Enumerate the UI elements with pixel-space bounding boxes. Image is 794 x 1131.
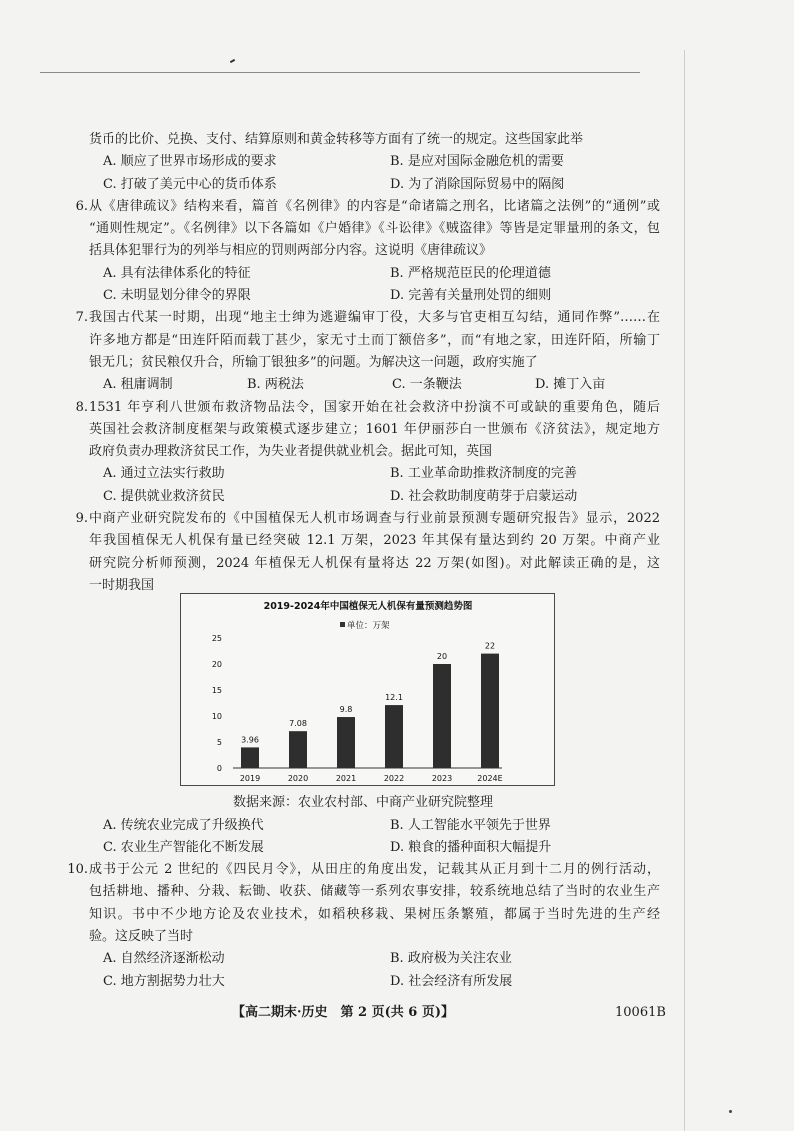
stem-text: 成书于公元 2 世纪的《四民月令》，从田庄的角度出发，记载其从正月到十二月的例行活动， — [89, 862, 660, 878]
q9-stem-line — [0, 508, 794, 530]
stem-text: “通则性规定”。《名例律》以下各篇如《户婚律》《斗讼律》《贼盗律》等皆是定罪量刑的条文，包 — [89, 221, 660, 237]
drone-chart — [180, 593, 555, 786]
q10-stem-line — [0, 859, 794, 881]
q9-stem-line — [0, 553, 794, 575]
y-tick-label: 5 — [216, 738, 222, 748]
q5-options-row-2 — [0, 174, 794, 196]
q6-option-a: A. 具有法律体系化的特征 — [103, 265, 251, 281]
y-tick-label: 15 — [211, 686, 222, 696]
y-tick-label: 10 — [211, 712, 222, 722]
q5-stem-line — [0, 129, 794, 151]
q8-options-row-2 — [0, 486, 794, 508]
question-body — [0, 129, 794, 993]
data-label: 12.1 — [385, 693, 403, 703]
q7-stem-line — [0, 330, 794, 352]
q10-option-d: D. 社会经济有所发展 — [390, 973, 513, 989]
bar-2022 — [385, 705, 403, 768]
q8-option-a: A. 通过立法实行救助 — [103, 466, 225, 482]
q6-stem-line — [0, 218, 794, 240]
page-label: 【高二期末·历史 第 2 页(共 6 页)】 — [232, 1005, 455, 1020]
data-label: 9.8 — [339, 705, 353, 715]
q5-option-b: B. 是应对国际金融危机的需要 — [390, 154, 564, 170]
stem-text: 英国社会救济制度框架与政策模式逐步建立；1601 年伊丽莎白一世颁布《济贫法》，规定地方 — [89, 421, 660, 437]
stem-text: 研究院分析师预测，2024 年植保无人机保有量将达 22 万架(如图)。对此解读正确的是，这 — [89, 555, 660, 571]
x-tick-label: 2024E — [477, 774, 503, 784]
paper-code: 10061B — [615, 1005, 666, 1020]
q7-option-c: C. 一条鞭法 — [392, 377, 462, 393]
q10-stem-line — [0, 926, 794, 948]
stem-text: 从《唐律疏议》结构来看，篇首《名例律》的内容是“命诸篇之刑名，比诸篇之法例”的“通例”或 — [89, 198, 660, 214]
chart-source-note: 数据来源：农业农村部、中商产业研究院整理 — [233, 795, 494, 811]
bar-2020 — [289, 731, 307, 768]
q9-option-c: C. 农业生产智能化不断发展 — [103, 839, 264, 855]
stem-text: 一时期我国 — [89, 577, 155, 593]
q9-option-b: B. 人工智能水平领先于世界 — [390, 817, 551, 833]
question-number: 10. — [67, 862, 88, 878]
stem-text: 许多地方都是“田连阡陌而载丁甚少，家无寸土而丁额倍多”，而“有地之家，田连阡陌，所输丁 — [89, 332, 660, 348]
q8-stem-line — [0, 419, 794, 441]
q7-option-d: D. 摊丁入亩 — [535, 377, 606, 393]
q6-option-b: B. 严格规范臣民的伦理道德 — [390, 265, 551, 281]
question-number: 6. — [75, 198, 88, 214]
data-label: 7.08 — [289, 719, 307, 729]
q5-options-row-1 — [0, 151, 794, 173]
q6-options-row-1 — [0, 263, 794, 285]
unit-marker-icon — [340, 622, 345, 627]
stem-text: 货币的比价、兑换、支付、结算原则和黄金转移等方面有了统一的规定。这些国家此举 — [89, 132, 584, 147]
stem-text: 括具体犯罪行为的列举与相应的罚则两部分内容。这说明《唐律疏议》 — [89, 243, 493, 259]
x-tick-label: 2022 — [383, 774, 405, 784]
q6-option-c: C. 未明显划分律令的界限 — [103, 288, 251, 304]
q7-options-row — [0, 374, 794, 396]
q7-option-a: A. 租庸调制 — [103, 377, 173, 393]
q7-stem-line — [0, 352, 794, 374]
x-tick-label: 2020 — [287, 774, 309, 784]
data-label: 22 — [484, 641, 496, 651]
scan-mark — [230, 59, 235, 63]
q7-stem-line — [0, 307, 794, 329]
question-number: 7. — [75, 310, 88, 326]
q6-options-row-2 — [0, 285, 794, 307]
bar-2021 — [337, 717, 355, 768]
q6-stem-line — [0, 196, 794, 218]
q8-stem-line — [0, 441, 794, 463]
q10-stem-line — [0, 904, 794, 926]
y-tick-label: 0 — [216, 764, 222, 774]
stem-text: 年我国植保无人机保有量已经突破 12.1 万架，2023 年其保有量达到约 20 万架。中商产业 — [89, 533, 660, 549]
q10-options-row-1 — [0, 948, 794, 970]
q10-option-c: C. 地方割据势力壮大 — [103, 973, 225, 989]
q9-stem-line — [0, 530, 794, 552]
header-rule — [40, 72, 640, 73]
q9-source-line — [0, 792, 794, 814]
q5-option-c: C. 打破了美元中心的货币体系 — [103, 176, 277, 192]
x-tick-label: 2023 — [431, 774, 453, 784]
q10-option-a: A. 自然经济逐渐松动 — [103, 951, 225, 967]
q8-option-c: C. 提供就业救济贫民 — [103, 488, 225, 504]
q5-option-a: A. 顺应了世界市场形成的要求 — [103, 154, 277, 170]
q8-option-b: B. 工业革命助推救济制度的完善 — [390, 466, 577, 482]
page-footer — [0, 1002, 794, 1024]
q6-option-d: D. 完善有关量刑处罚的细则 — [390, 288, 552, 304]
bar-2024E — [481, 654, 499, 768]
stem-text: 知识。书中不少地方论及农业技术，如稻秧移栽、果树压条繁殖，都属于当时先进的生产经 — [89, 906, 660, 922]
scan-speck — [729, 1110, 732, 1113]
stem-text: 我国古代某一时期，出现“地主士绅为逃避编审丁役，大多与官吏相互勾结，通同作弊”……在 — [89, 310, 660, 326]
q9-options-row-1 — [0, 815, 794, 837]
x-tick-label: 2021 — [335, 774, 357, 784]
bar-2019 — [241, 748, 259, 769]
q9-option-a: A. 传统农业完成了升级换代 — [103, 817, 264, 833]
q5-option-d: D. 为了消除国际贸易中的隔阂 — [390, 176, 565, 192]
question-number: 8. — [75, 399, 88, 415]
x-tick-label: 2019 — [239, 774, 261, 784]
data-label: 3.96 — [241, 735, 259, 745]
q6-stem-line — [0, 240, 794, 262]
q8-option-d: D. 社会救助制度萌芽于启蒙运动 — [390, 488, 578, 504]
q9-options-row-2 — [0, 837, 794, 859]
q10-option-b: B. 政府极为关注农业 — [390, 951, 512, 967]
stem-text: 中商产业研究院发布的《中国植保无人机市场调查与行业前景预测专题研究报告》显示，2022 — [89, 511, 660, 527]
stem-text: 包括耕地、播种、分栽、耘锄、收获、储藏等一系列农事安排，较系统地总结了当时的农业生产 — [89, 884, 660, 900]
q7-option-b: B. 两税法 — [247, 377, 304, 393]
chart-unit-label: 单位：万架 — [347, 621, 390, 632]
q8-options-row-1 — [0, 463, 794, 485]
bar-2023 — [433, 664, 451, 768]
question-number: 9. — [75, 511, 88, 527]
stem-text: 1531 年亨利八世颁布救济物品法令，国家开始在社会救济中扮演不可或缺的重要角色，随后 — [89, 399, 660, 415]
stem-text: 银无几；贫民粮仅升合，所输丁银独多”的问题。为解决这一问题，政府实施了 — [89, 354, 538, 370]
q8-stem-line — [0, 397, 794, 419]
stem-text: 政府负责办理救济贫民工作，为失业者提供就业机会。据此可知，英国 — [89, 444, 493, 460]
chart-title: 2019-2024年中国植保无人机保有量预测趋势图 — [263, 601, 473, 613]
y-tick-label: 25 — [211, 634, 222, 644]
stem-text: 验。这反映了当时 — [89, 929, 194, 945]
bar-chart — [180, 593, 555, 786]
y-tick-label: 20 — [211, 660, 222, 670]
data-label: 20 — [436, 652, 448, 662]
q10-stem-line — [0, 881, 794, 903]
q9-option-d: D. 粮食的播种面积大幅提升 — [390, 839, 552, 855]
q10-options-row-2 — [0, 971, 794, 993]
